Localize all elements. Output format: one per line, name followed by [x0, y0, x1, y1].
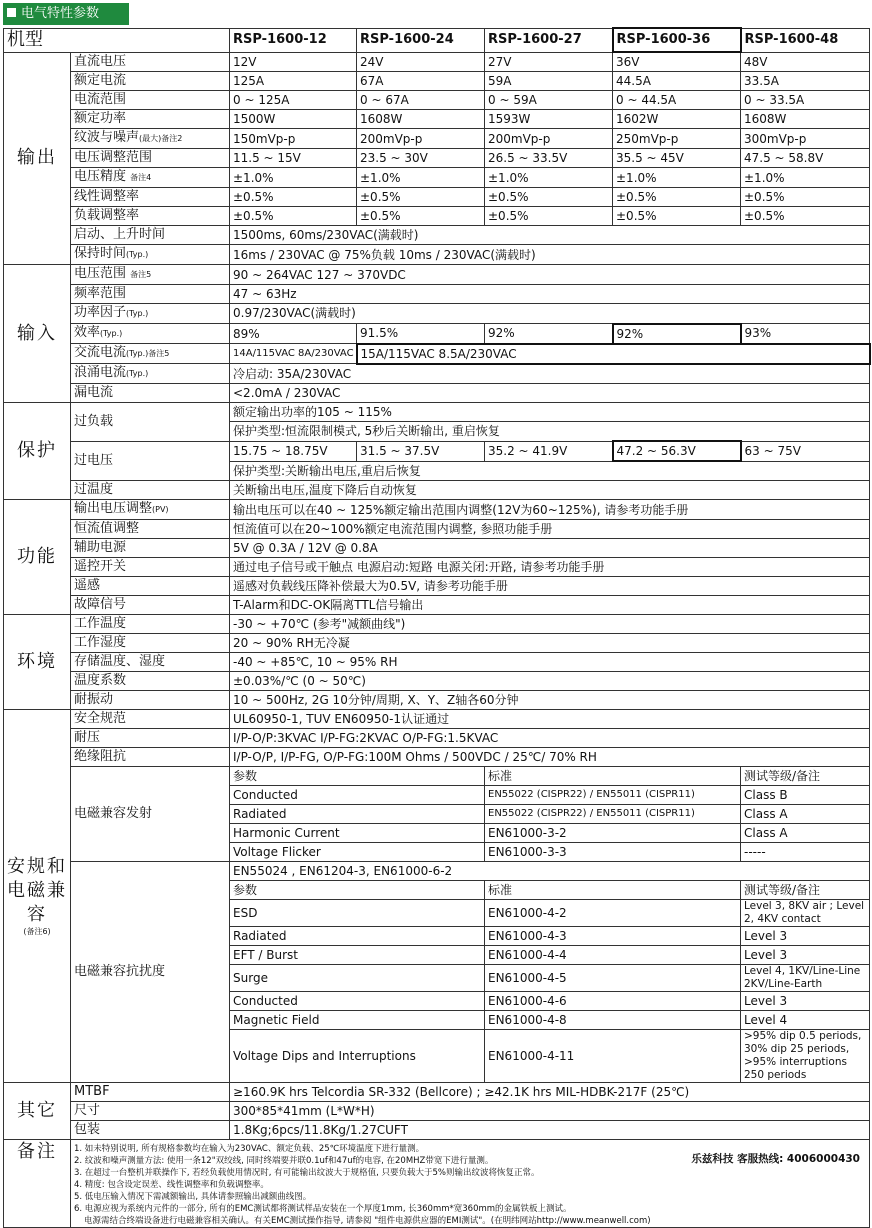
row-label: 过电压: [71, 441, 230, 481]
cell: 33.5A: [741, 72, 870, 91]
cell: EN61000-4-11: [485, 1030, 741, 1083]
model-name: RSP-1600-48: [741, 28, 870, 52]
row-label: [71, 364, 230, 384]
cell: 标准: [485, 767, 741, 786]
cell: Level 4: [741, 1011, 870, 1030]
hotline: 乐兹科技 客服热线: 4006000430: [691, 1153, 860, 1165]
cell: EN61000-4-8: [485, 1011, 741, 1030]
group-output: 输出: [4, 52, 71, 265]
cell: 27V: [485, 52, 613, 72]
row-label: [71, 304, 230, 324]
cell: 14A/115VAC 8A/230VAC: [230, 344, 357, 364]
row-label: MTBF: [71, 1083, 230, 1102]
emc-emission-row: [4, 767, 870, 786]
row-label: 线性调整率: [71, 188, 230, 207]
cell: 67A: [357, 72, 485, 91]
cell: 保护类型:关断输出电压,重启后恢复: [230, 461, 870, 481]
cell: ±0.5%: [741, 188, 870, 207]
cell: ±1.0%: [485, 168, 613, 188]
safety-row: [4, 729, 870, 748]
label-text: 浪涌电流: [74, 365, 127, 380]
label-note: (PV): [152, 505, 169, 514]
cell: ±0.5%: [485, 188, 613, 207]
cell: 通过电子信号或干触点 电源启动:短路 电源关闭:开路, 请参考功能手册: [230, 558, 870, 577]
cell: 测试等级/备注: [741, 767, 870, 786]
label-note: (Typ.)备注5: [126, 349, 170, 358]
cell: 15.75 ~ 18.75V: [230, 441, 357, 461]
cell: ±0.03%/℃ (0 ~ 50℃): [230, 672, 870, 691]
group-environment: 环境: [4, 615, 71, 710]
cell: 200mVp-p: [357, 129, 485, 149]
row-label: [71, 324, 230, 344]
model-name: RSP-1600-27: [485, 28, 613, 52]
output-row: [4, 91, 870, 110]
group-safety: [4, 710, 71, 1083]
cell: ±1.0%: [741, 168, 870, 188]
cell: 恒流值可以在20~100%额定电流范围内调整, 参照功能手册: [230, 520, 870, 539]
row-label: 漏电流: [71, 384, 230, 403]
protection-row: [4, 441, 870, 461]
label-note: (Typ.): [126, 250, 149, 259]
row-label: 直流电压: [71, 52, 230, 72]
row-label: 绝缘阻抗: [71, 748, 230, 767]
cell: 15A/115VAC 8.5A/230VAC: [357, 344, 870, 364]
cell: Level 3: [741, 992, 870, 1011]
row-label: 过温度: [71, 481, 230, 500]
row-label: 安全规范: [71, 710, 230, 729]
cell: 44.5A: [613, 72, 741, 91]
cell: UL60950-1, TUV EN60950-1认证通过: [230, 710, 870, 729]
cell: 冷启动: 35A/230VAC: [230, 364, 870, 384]
cell: EFT / Burst: [230, 946, 485, 965]
output-row: [4, 226, 870, 245]
row-label: 包装: [71, 1121, 230, 1140]
environment-row: [4, 615, 870, 634]
row-label: 频率范围: [71, 285, 230, 304]
cell: 遥感对负载线压降补偿最大为0.5V, 请参考功能手册: [230, 577, 870, 596]
output-row: [4, 129, 870, 149]
cell: ±1.0%: [357, 168, 485, 188]
spec-table: [3, 27, 871, 1228]
cell: Level 4, 1KV/Line-Line 2KV/Line-Earth: [741, 965, 870, 992]
environment-row: [4, 634, 870, 653]
row-label: 负载调整率: [71, 207, 230, 226]
input-row: [4, 265, 870, 285]
label-text: 功率因子: [74, 305, 127, 320]
cell: 输出电压可以在40 ~ 125%额定输出范围内调整(12V为60~125%), 请参考功能手册: [230, 500, 870, 520]
cell: EN61000-3-3: [485, 843, 741, 862]
label-text: 纹波与噪声: [74, 130, 140, 145]
row-label: 电磁兼容抗扰度: [71, 862, 230, 1083]
row-label: 过负载: [71, 403, 230, 442]
cell: 90 ~ 264VAC 127 ~ 370VDC: [230, 265, 870, 285]
cell: 36V: [613, 52, 741, 72]
output-row: [4, 149, 870, 168]
cell: Voltage Flicker: [230, 843, 485, 862]
cell: 31.5 ~ 37.5V: [357, 441, 485, 461]
cell: 26.5 ~ 33.5V: [485, 149, 613, 168]
cell: ±0.5%: [357, 207, 485, 226]
group-text: 安规和电磁兼容: [7, 856, 67, 925]
cell: ≥160.9K hrs Telcordia SR-332 (Bellcore) ; ≥42.1K hrs MIL-HDBK-217F (25℃): [230, 1083, 870, 1102]
group-protection: 保护: [4, 403, 71, 500]
cell: Class A: [741, 824, 870, 843]
cell: 0 ~ 44.5A: [613, 91, 741, 110]
protection-row: [4, 403, 870, 422]
row-label: [71, 168, 230, 188]
row-label: 额定电流: [71, 72, 230, 91]
row-label: 遥感: [71, 577, 230, 596]
cell: Radiated: [230, 805, 485, 824]
cell: 0 ~ 67A: [357, 91, 485, 110]
note-line: 1. 如未特别说明, 所有规格参数均在输入为230VAC、额定负载、25℃环境温度下进行量测。: [74, 1144, 425, 1154]
model-name: RSP-1600-36: [613, 28, 741, 52]
cell: 35.5 ~ 45V: [613, 149, 741, 168]
cell: 11.5 ~ 15V: [230, 149, 357, 168]
cell: I/P-O/P, I/P-FG, O/P-FG:100M Ohms / 500VDC / 25℃/ 70% RH: [230, 748, 870, 767]
cell: 关断输出电压,温度下降后自动恢复: [230, 481, 870, 500]
row-label: 辅助电源: [71, 539, 230, 558]
row-label: 工作湿度: [71, 634, 230, 653]
cell: 24V: [357, 52, 485, 72]
cell: 48V: [741, 52, 870, 72]
cell: Radiated: [230, 927, 485, 946]
model-name: RSP-1600-24: [357, 28, 485, 52]
function-row: [4, 596, 870, 615]
cell: 1.8Kg;6pcs/11.8Kg/1.27CUFT: [230, 1121, 870, 1140]
cell: 1593W: [485, 110, 613, 129]
row-label: 电流范围: [71, 91, 230, 110]
environment-row: [4, 653, 870, 672]
row-label: 存储温度、湿度: [71, 653, 230, 672]
cell: Class B: [741, 786, 870, 805]
cell: 额定输出功率的105 ~ 115%: [230, 403, 870, 422]
notes-row: [4, 1140, 870, 1228]
row-label: [71, 245, 230, 265]
cell: 测试等级/备注: [741, 881, 870, 900]
output-row: [4, 168, 870, 188]
group-input: 输入: [4, 265, 71, 403]
note-line: 2. 纹波和噪声测量方法: 使用一条12"双绞线, 同时终端要并联0.1uf和47uf的电容, 在20MHZ带宽下进行量测。: [74, 1156, 494, 1166]
cell: Conducted: [230, 992, 485, 1011]
label-note: (Typ.): [126, 369, 149, 378]
cell: 保护类型:恒流限制模式, 5秒后关断输出, 重启恢复: [230, 422, 870, 442]
cell: -30 ~ +70℃ (参考"减额曲线"): [230, 615, 870, 634]
row-label: 额定功率: [71, 110, 230, 129]
protection-row: [4, 481, 870, 500]
cell: 47.2 ~ 56.3V: [613, 441, 741, 461]
cell: 35.2 ~ 41.9V: [485, 441, 613, 461]
cell: EN61000-4-4: [485, 946, 741, 965]
cell: I/P-O/P:3KVAC I/P-FG:2KVAC O/P-FG:1.5KVAC: [230, 729, 870, 748]
output-row: [4, 188, 870, 207]
row-label: 故障信号: [71, 596, 230, 615]
square-icon: [7, 8, 16, 17]
row-label: 电磁兼容发射: [71, 767, 230, 862]
function-row: [4, 539, 870, 558]
cell: 59A: [485, 72, 613, 91]
cell: ±0.5%: [230, 207, 357, 226]
cell: EN61000-3-2: [485, 824, 741, 843]
label-note: (Typ.): [126, 309, 149, 318]
cell: 1602W: [613, 110, 741, 129]
row-label: 耐振动: [71, 691, 230, 710]
input-row: [4, 304, 870, 324]
cell: 63 ~ 75V: [741, 441, 870, 461]
section-title: [3, 3, 129, 25]
label-note: 备注5: [130, 270, 152, 279]
row-label: 耐压: [71, 729, 230, 748]
cell: 标准: [485, 881, 741, 900]
cell: 47 ~ 63Hz: [230, 285, 870, 304]
cell: Level 3: [741, 946, 870, 965]
cell: 23.5 ~ 30V: [357, 149, 485, 168]
cell: 92%: [485, 324, 613, 344]
cell: 16ms / 230VAC @ 75%负载 10ms / 230VAC(满载时): [230, 245, 870, 265]
other-row: [4, 1083, 870, 1102]
group-function: 功能: [4, 500, 71, 615]
function-row: [4, 577, 870, 596]
label-note: 备注4: [130, 173, 152, 182]
cell: Magnetic Field: [230, 1011, 485, 1030]
input-row: [4, 364, 870, 384]
cell: 92%: [613, 324, 741, 344]
safety-row: [4, 748, 870, 767]
cell: EN61000-4-3: [485, 927, 741, 946]
note-line: 电源需结合终端设备进行电磁兼容相关确认。有关EMC测试操作指导, 请参阅 "组件电源供应器的EMI测试"。(在明纬网站http://www.meanwell.com): [84, 1216, 651, 1226]
other-row: [4, 1102, 870, 1121]
group-other: 其它: [4, 1083, 71, 1140]
output-row: [4, 72, 870, 91]
row-label: 启动、上升时间: [71, 226, 230, 245]
cell: Surge: [230, 965, 485, 992]
row-label: 遥控开关: [71, 558, 230, 577]
output-row: [4, 245, 870, 265]
cell: 0 ~ 125A: [230, 91, 357, 110]
cell: 1608W: [741, 110, 870, 129]
row-label: [71, 129, 230, 149]
cell: 1608W: [357, 110, 485, 129]
note-line: 6. 电源应视为系统内元件的一部分, 所有的EMC测试都将测试样品安装在一个厚度1mm, 长360mm*宽360mm的金属铁板上测试。: [74, 1204, 572, 1214]
cell: EN61000-4-6: [485, 992, 741, 1011]
cell: >95% dip 0.5 periods, 30% dip 25 periods, >95% interruptions 250 periods: [741, 1030, 870, 1083]
cell: <2.0mA / 230VAC: [230, 384, 870, 403]
label-text: 交流电流: [74, 345, 127, 360]
row-label: [71, 500, 230, 520]
input-row: [4, 324, 870, 344]
cell: 5V @ 0.3A / 12V @ 0.8A: [230, 539, 870, 558]
function-row: [4, 500, 870, 520]
input-row: [4, 285, 870, 304]
cell: EN61000-4-5: [485, 965, 741, 992]
model-name: RSP-1600-12: [230, 28, 357, 52]
cell: ±0.5%: [230, 188, 357, 207]
cell: 0 ~ 59A: [485, 91, 613, 110]
group-notes: 备注: [4, 1140, 71, 1228]
cell: -40 ~ +85℃, 10 ~ 95% RH: [230, 653, 870, 672]
note-line: 4. 精度: 包含设定误差、线性调整率和负载调整率。: [74, 1180, 269, 1190]
other-row: [4, 1121, 870, 1140]
cell: 150mVp-p: [230, 129, 357, 149]
cell: 0.97/230VAC(满载时): [230, 304, 870, 324]
cell: 0 ~ 33.5A: [741, 91, 870, 110]
cell: Level 3: [741, 927, 870, 946]
row-label: 恒流值调整: [71, 520, 230, 539]
notes-cell: [71, 1140, 870, 1228]
input-row: [4, 344, 870, 364]
cell: EN61000-4-2: [485, 900, 741, 927]
cell: 93%: [741, 324, 870, 344]
output-row: [4, 52, 870, 72]
label-note: (最大)备注2: [139, 134, 183, 143]
cell: Class A: [741, 805, 870, 824]
function-row: [4, 558, 870, 577]
row-label: 电压调整范围: [71, 149, 230, 168]
header-row: [4, 28, 870, 52]
cell: EN55024 , EN61204-3, EN61000-6-2: [230, 862, 870, 881]
cell: 91.5%: [357, 324, 485, 344]
output-row: [4, 110, 870, 129]
section-title-text: 电气特性参数: [21, 6, 100, 21]
cell: 89%: [230, 324, 357, 344]
cell: 125A: [230, 72, 357, 91]
cell: 20 ~ 90% RH无冷凝: [230, 634, 870, 653]
environment-row: [4, 672, 870, 691]
cell: 1500ms, 60ms/230VAC(满载时): [230, 226, 870, 245]
safety-row: [4, 710, 870, 729]
label-text: 保持时间: [74, 246, 127, 261]
cell: ±0.5%: [613, 207, 741, 226]
cell: ±0.5%: [357, 188, 485, 207]
cell: ±1.0%: [613, 168, 741, 188]
cell: ±0.5%: [485, 207, 613, 226]
row-label: 尺寸: [71, 1102, 230, 1121]
environment-row: [4, 691, 870, 710]
cell: 参数: [230, 767, 485, 786]
label-text: 电压范围: [74, 266, 127, 281]
cell: Conducted: [230, 786, 485, 805]
cell: 250mVp-p: [613, 129, 741, 149]
cell: 1500W: [230, 110, 357, 129]
label-text: 输出电压调整: [74, 501, 153, 516]
cell: Level 3, 8KV air ; Level 2, 4KV contact: [741, 900, 870, 927]
row-label: [71, 265, 230, 285]
cell: ±0.5%: [613, 188, 741, 207]
cell: T-Alarm和DC-OK隔离TTL信号输出: [230, 596, 870, 615]
cell: 47.5 ~ 58.8V: [741, 149, 870, 168]
cell: ±0.5%: [741, 207, 870, 226]
row-label: [71, 344, 230, 364]
label-note: (Typ.): [100, 329, 123, 338]
cell: 10 ~ 500Hz, 2G 10分钟/周期, X、Y、Z轴各60分钟: [230, 691, 870, 710]
cell: 300*85*41mm (L*W*H): [230, 1102, 870, 1121]
group-note: (备注6): [23, 927, 51, 936]
input-row: [4, 384, 870, 403]
label-text: 电压精度: [74, 169, 127, 184]
function-row: [4, 520, 870, 539]
note-line: 5. 低电压输入情况下需减额输出, 具体请参照输出减额曲线图。: [74, 1192, 312, 1202]
cell: 200mVp-p: [485, 129, 613, 149]
cell: 12V: [230, 52, 357, 72]
cell: 参数: [230, 881, 485, 900]
cell: -----: [741, 843, 870, 862]
cell: Harmonic Current: [230, 824, 485, 843]
cell: 300mVp-p: [741, 129, 870, 149]
row-label: 工作温度: [71, 615, 230, 634]
cell: ±1.0%: [230, 168, 357, 188]
cell: EN55022 (CISPR22) / EN55011 (CISPR11): [485, 805, 741, 824]
row-label: 温度系数: [71, 672, 230, 691]
output-row: [4, 207, 870, 226]
note-line: 3. 在超过一台整机并联操作下, 若经负载使用情况时, 有可能输出纹波大于规格值, 只要负载大于5%则输出纹波将恢复正常。: [74, 1168, 540, 1178]
cell: EN55022 (CISPR22) / EN55011 (CISPR11): [485, 786, 741, 805]
cell: Voltage Dips and Interruptions: [230, 1030, 485, 1083]
model-label: 机型: [4, 28, 230, 52]
cell: ESD: [230, 900, 485, 927]
emc-immunity-row: [4, 862, 870, 881]
label-text: 效率: [74, 325, 101, 340]
